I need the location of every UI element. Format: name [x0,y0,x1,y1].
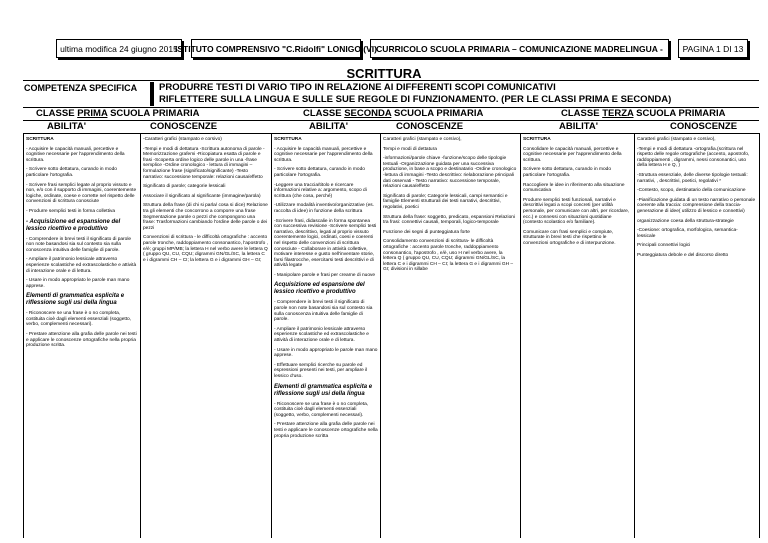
header-school: ISTITUTO COMPRENSIVO "C.Ridolfi" LONIGO (VI) [191,39,361,58]
col-conoscenze-terza: Caratteri grafici (stampato e corsivo), -Tempi e modi di dettatura -ortografia.(scrittura nel rispetto delle regole ortografiche (accento, apostrofo, raddoppiamenti , digrammi, nessi consonantici, uso della lettera H e Q, ) -Struttura essenziale, delle diverse tipologie testuali: narrativi, , descrittivi, poetici, regolativi * -Contesto, scopo, destinatario della comunicazione -Pianificazione guidata di un testo narrativo o personale coerente alla traccia: comprensione della traccia-generazione di idee( utilizzo di lessico e connettivi) organizzazione coesa della struttura-strategie -Coesione: ortografica, morfologica, semantica- lessicale Principali connettivi logici Punteggiatura debole e del discorso diretto [637,137,756,258]
col4-heading: CONOSCENZE [396,121,464,132]
col5-heading: ABILITA' [559,121,599,132]
col-abilita-prima: SCRITTURA - Acquisire le capacità manuali, percettive e cognitive necessarie per l'apprendimento della scrittura. - Scrivere sotto dettatura, curando in modo particolare l'ortografia. - Scrivere frasi semplici legate al proprio vissuto e non, e/o con il supporto di immagini, coerentemente logiche, ordinate, coese e corrette nel rispetto delle convenzioni di scrittura conosciute - Produrre semplici testi in forma collettiva - Acquisizione ed espansione del lessico ricettivo e produttivo - Comprendere in brevi testi il significato di parole non note basandosi sia sul contesto sia sulla conoscenza intuitiva delle famiglie di parole. - Ampliare il patrimonio lessicale attraverso esperienze scolastiche ed extrascolastiche e attività di interazione orale e di lettura. - Usare in modo appropriato le parole man mano apprese. Elementi di grammatica esplicita e riflessione sugli usi della lingua - Riconoscere se una frase è o no completa, costituita cioè dagli elementi essenziali (soggetto, verbo, complementi necessari). - Prestare attenzione alla grafia delle parole nei testi e applicare le conoscenze ortografiche nella propria produzione scritta. [26,137,137,349]
class-heading-seconda: CLASSE SECONDA SCUOLA PRIMARIA [303,108,484,119]
column-divider [380,133,381,538]
column-divider [23,133,24,538]
competence-text [159,82,671,106]
title-rule [23,80,759,81]
competence-line-1: PRODURRE TESTI DI VARIO TIPO IN RELAZIONE AI DIFFERENTI SCOPI COMUNICATIVI [159,82,556,93]
competence-bar [150,82,154,106]
header-curriculum: CURRICOLO SCUOLA PRIMARIA – COMUNICAZIONE MADRELINGUA - [370,39,669,58]
column-divider [271,133,272,538]
column-divider [634,133,635,538]
class-heading-terza: CLASSE TERZA SCUOLA PRIMARIA [561,108,726,119]
header-page-number: PAGINA 1 DI 13 [678,39,748,58]
col-conoscenze-seconda: Caratteri grafici (stampato e corsivo), Tempi e modi di dettatura -informazioni/parole chiave -funzione/scopo delle tipologie testuali -Organizzazione guidata per una successiva produzione, in base a scopo e destinatario -Ordine cronologico -lettura di immagini -Testo descrittivo: rielaborazione principali dati osservati - Testo narrativo: successione temporale, relazioni causa/effetto Significato di parole; Categorie lessicali, campi semantici e famiglie Elementi strutturali dei testi narrativi, descrittivi, regolativi, poetici Struttura della frase: soggetto, predicato, espansioni Relazioni tra frasi: connettivi causali, temporali, logico-temporale Funzione dei segni di punteggiatura forte Consolidamento convenzioni di scrittura- le difficoltà ortografiche : accento parole tronche, raddoppiamento consonantico, l'apostrofo , e/è, uso H nel verbo avere, la lettera Q ( gruppo QU, CU, CQU; digrammi GN/GL/SC, la lettera C e i digrammi CH – CI; la lettera G e i digrammi GH – GI; divisioni in sillabe [383,137,517,273]
subhead-rule [23,133,759,134]
class-heading-prima: CLASSE PRIMA SCUOLA PRIMARIA [36,108,200,119]
page-title: SCRITTURA [346,66,422,81]
col1-heading: ABILITA' [47,121,87,132]
competence-label: COMPETENZA SPECIFICA [24,83,138,93]
column-divider [759,133,760,538]
header-date: ultima modifica 24 giugno 2015 [56,39,182,58]
col6-heading: CONOSCENZE [670,121,738,132]
column-divider [520,133,521,538]
class-rule [23,120,759,121]
col3-heading: ABILITA' [309,121,349,132]
col-conoscenze-prima: -Caratteri grafici (stampato e corsivo) -Tempi e modi di dettatura -Scrittura autonoma di parole -Memorizzazione grafemi -Ricopiatura esatta di parole e frasi -Scoperta ordine logico delle parole in una -frase semplice -Ordine cronologico - lettura di immagini – formulazione frase (significato/significante) -Testo narrativo: successione temporale: relazioni causa/effetto Significato di parole; categorie lessicali Associare il significato al significante (immagine/parola) Struttura della frase (di chi si parla/ cosa si dice) Relazione tra gli elementi che concorrono a comporre una frase Segmentazione parole o pezzi che compongono una frase: Trasformazioni cambiando l'ordine delle parole o dei pezzi Convenzioni di scrittura - le difficoltà ortografiche : accento parole tronche, raddoppiamento consonantico, l'apostrofo , e/è; gruppi MP/MB; la lettera H nel verbo avere le lettera Q ( gruppo QU, CU, CQU; digrammi GN/GL/SC, la lettera C e i digrammi CH – CI; la lettera G e i digrammi GH – GI; [143,137,268,263]
col-abilita-terza: SCRITTURA Consolidare le capacità manuali, percettive e cognitive necessarie per l'apprendimento della scrittura. Scrivere sotto dettatura, curando in modo particolare l'ortografia. Raccogliere le idee in riferimento alla situazione comunicativa Produrre semplici testi funzionali, narrativi e descrittivi legati a scopi concreti (per utilità personale, per comunicare con altri, per ricordare, ecc.) e connessi con situazioni quotidiane (contesto scolastico e/o familiare). Comunicare con frasi semplici e compiute, strutturate in brevi testi che rispettino le convenzioni ortografiche e di interpunzione. [523,137,630,246]
col2-heading: CONOSCENZE [150,121,218,132]
col-abilita-seconda: SCRITTURA - Acquisire le capacità manuali, percettive e cognitive necessarie per l'apprendimento della scrittura. - Scrivere sotto dettatura, curando in modo particolare l'ortografia. -Leggere una traccia/titolo e ricercare informazioni relative a: argomento, scopo di scrittura (che cosa, perché) -Utilizzare modalità inventivo/organizzative (es. raccolta di idee) in funzione della scrittura -Scrivere frasi, didascalie in forma spontanea con successiva revisione -Scrivere semplici testi narrativo, descrittivo, legati al proprio vissuto coerentemente logici, ordinati, coesi e coerenti nel rispetto delle convenzioni di scrittura conosciute - Collaborare in attività collettive, motivare interesse e gusto nell'inventare storie, farsi filastrocche, esercitarsi testi descrittivi e di attività legate - Manipolare parole e frasi per crearne di nuove Acquisizione ed espansione del lessico ricettivo e produttivo - Comprendere in brevi testi il significato di parole non note basandosi sia sul contesto sia sulla conoscenza intuitiva delle famiglie di parole. - Ampliare il patrimonio lessicale attraverso esperienze scolastiche ed extrascolastiche e attività di interazione orale e di lettura. - Usare in modo appropriato le parole man mano apprese. - Effettuare semplici ricerche su parole ed espressioni presenti nei testi, per ampliare il lessico d'uso. Elementi di grammatica esplicita e riflessione sugli usi della lingua - Riconoscere se una frase è o no completa, costituita cioè dagli elementi essenziali (soggetto, verbo, complementi necessari). - Prestare attenzione alla grafia delle parole nei testi e applicare le conoscenze ortografiche nella propria produzione scritta [274,137,378,439]
competence-line-2: RIFLETTERE SULLA LINGUA E SULLE SUE REGOLE DI FUNZIONAMENTO. (PER LE CLASSI PRIMA E SECONDA) [159,94,672,105]
column-divider [140,133,141,538]
